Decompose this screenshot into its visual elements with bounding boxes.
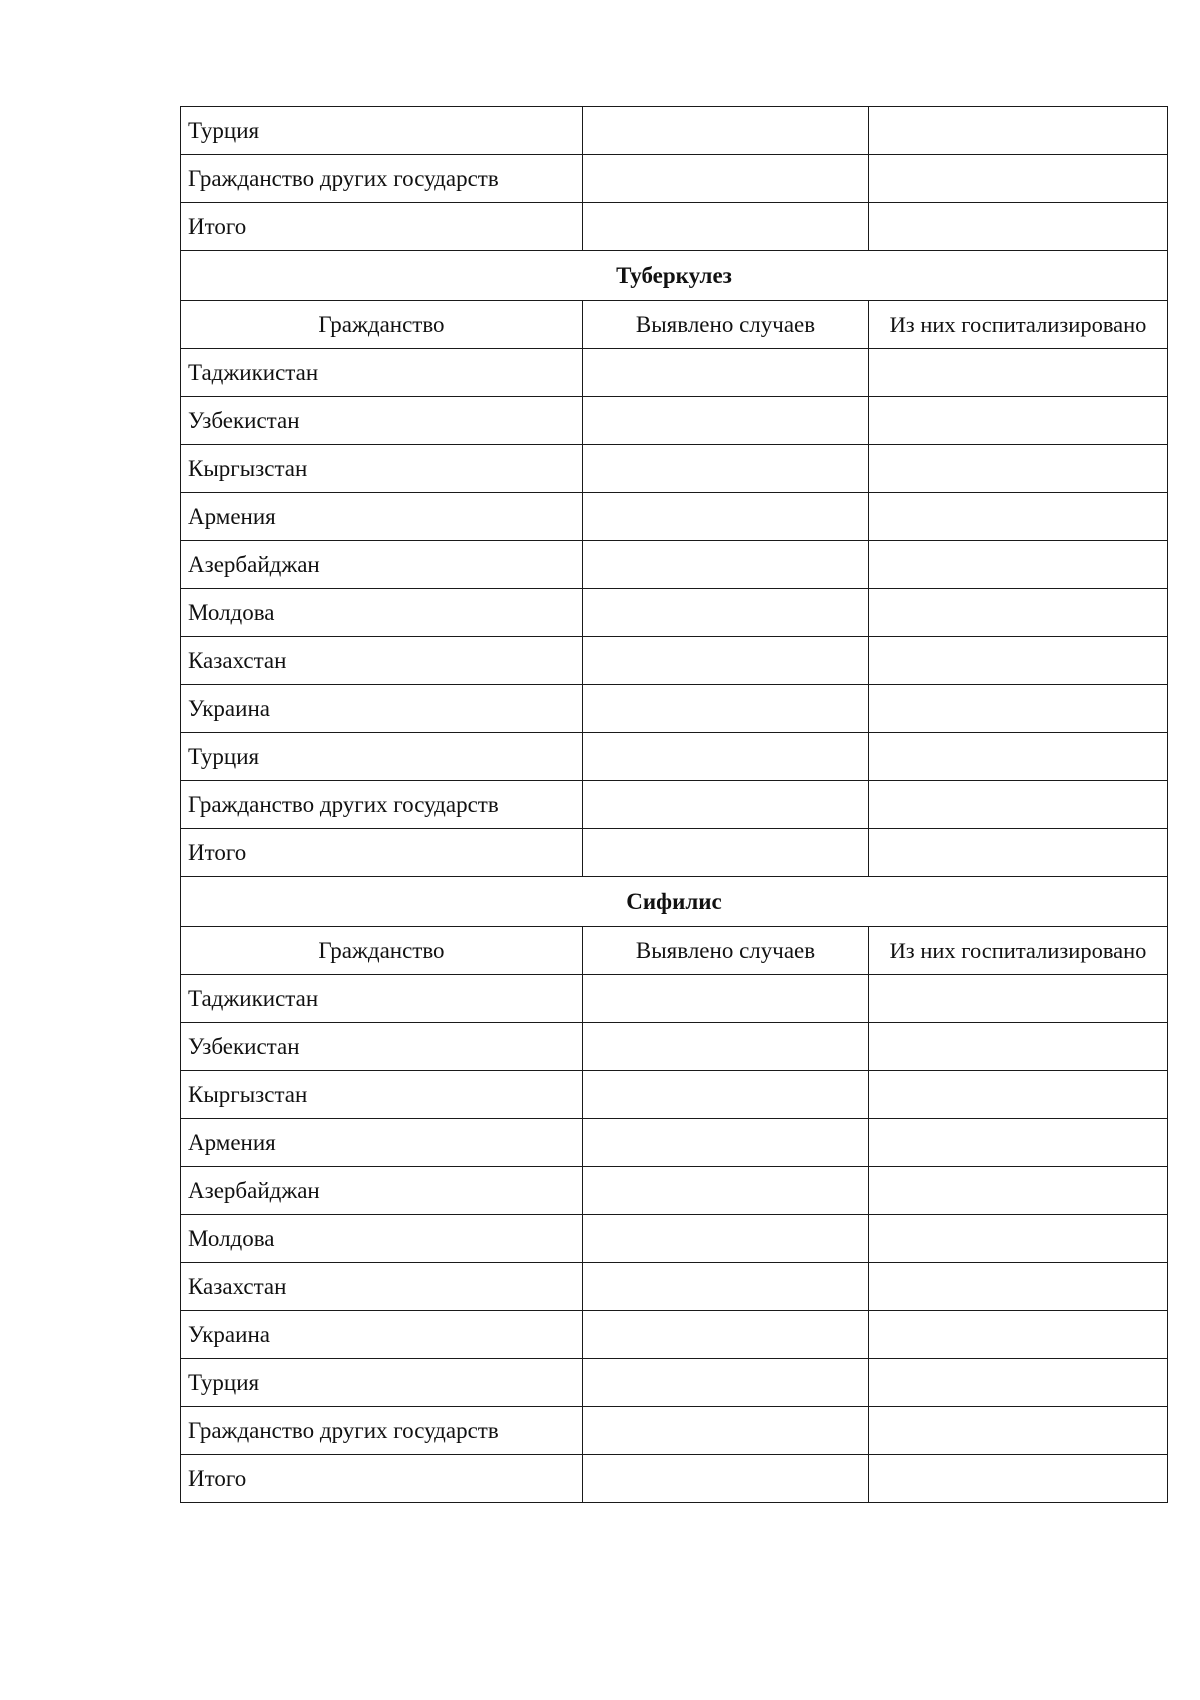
hospitalized-cell (869, 637, 1168, 685)
cases-cell (583, 1023, 869, 1071)
table-body (181, 107, 1168, 1503)
cases-cell (583, 1455, 869, 1503)
hospitalized-cell (869, 1311, 1168, 1359)
hospitalized-cell (869, 541, 1168, 589)
cases-cell (583, 349, 869, 397)
hospitalized-cell (869, 349, 1168, 397)
table-row (181, 493, 1168, 541)
hospitalized-cell (869, 155, 1168, 203)
hospitalized-cell (869, 1455, 1168, 1503)
table-row (181, 541, 1168, 589)
table-row (181, 1455, 1168, 1503)
hospitalized-cell (869, 733, 1168, 781)
citizenship-cell: Гражданство других государств (181, 155, 583, 203)
table-row (181, 1023, 1168, 1071)
hospitalized-cell (869, 445, 1168, 493)
citizenship-cell: Гражданство других государств (181, 781, 583, 829)
section-title: Сифилис (181, 877, 1168, 927)
citizenship-cell: Казахстан (181, 637, 583, 685)
header-citizenship: Гражданство (181, 927, 583, 975)
citizenship-cell: Итого (181, 1455, 583, 1503)
table-row (181, 733, 1168, 781)
hospitalized-cell (869, 829, 1168, 877)
cases-cell (583, 1215, 869, 1263)
cases-cell (583, 733, 869, 781)
hospitalized-cell (869, 589, 1168, 637)
hospitalized-cell (869, 493, 1168, 541)
hospitalized-cell (869, 781, 1168, 829)
hospitalized-cell (869, 1119, 1168, 1167)
citizenship-cell: Итого (181, 203, 583, 251)
table-row (181, 975, 1168, 1023)
cases-cell (583, 203, 869, 251)
hospitalized-cell (869, 107, 1168, 155)
table-row (181, 829, 1168, 877)
header-hospitalized: Из них госпитализировано (869, 927, 1168, 975)
table-row (181, 445, 1168, 493)
cases-cell (583, 397, 869, 445)
citizenship-cell: Турция (181, 107, 583, 155)
header-citizenship: Гражданство (181, 301, 583, 349)
citizenship-cell: Узбекистан (181, 1023, 583, 1071)
citizenship-cell: Турция (181, 1359, 583, 1407)
section-title-row (181, 877, 1168, 927)
hospitalized-cell (869, 1071, 1168, 1119)
cases-cell (583, 445, 869, 493)
cases-cell (583, 1359, 869, 1407)
cases-cell (583, 829, 869, 877)
cases-cell (583, 1263, 869, 1311)
header-cases: Выявлено случаев (583, 927, 869, 975)
header-cases: Выявлено случаев (583, 301, 869, 349)
citizenship-cell: Казахстан (181, 1263, 583, 1311)
citizenship-cell: Узбекистан (181, 397, 583, 445)
citizenship-cell: Таджикистан (181, 975, 583, 1023)
citizenship-cell: Турция (181, 733, 583, 781)
table-row (181, 397, 1168, 445)
table-row (181, 203, 1168, 251)
citizenship-cell: Украина (181, 685, 583, 733)
citizenship-cell: Таджикистан (181, 349, 583, 397)
section-title: Туберкулез (181, 251, 1168, 301)
citizenship-cell: Азербайджан (181, 1167, 583, 1215)
cases-cell (583, 107, 869, 155)
citizenship-cell: Гражданство других государств (181, 1407, 583, 1455)
table-row (181, 349, 1168, 397)
hospitalized-cell (869, 1407, 1168, 1455)
citizenship-cell: Армения (181, 493, 583, 541)
table-row (181, 155, 1168, 203)
hospitalized-cell (869, 1359, 1168, 1407)
header-hospitalized: Из них госпитализировано (869, 301, 1168, 349)
cases-cell (583, 1167, 869, 1215)
cases-cell (583, 1311, 869, 1359)
cases-cell (583, 493, 869, 541)
hospitalized-cell (869, 1215, 1168, 1263)
citizenship-table (180, 106, 1168, 1503)
table-row (181, 1167, 1168, 1215)
cases-cell (583, 1071, 869, 1119)
table-row (181, 1263, 1168, 1311)
hospitalized-cell (869, 685, 1168, 733)
hospitalized-cell (869, 1167, 1168, 1215)
table-row (181, 637, 1168, 685)
hospitalized-cell (869, 975, 1168, 1023)
citizenship-cell: Молдова (181, 1215, 583, 1263)
hospitalized-cell (869, 1263, 1168, 1311)
table-row (181, 1311, 1168, 1359)
hospitalized-cell (869, 1023, 1168, 1071)
cases-cell (583, 589, 869, 637)
table-row (181, 1071, 1168, 1119)
table-row (181, 1407, 1168, 1455)
cases-cell (583, 685, 869, 733)
table-row (181, 1215, 1168, 1263)
table-row (181, 1119, 1168, 1167)
citizenship-cell: Украина (181, 1311, 583, 1359)
cases-cell (583, 975, 869, 1023)
table-row (181, 685, 1168, 733)
citizenship-cell: Молдова (181, 589, 583, 637)
header-row (181, 927, 1168, 975)
cases-cell (583, 637, 869, 685)
hospitalized-cell (869, 397, 1168, 445)
cases-cell (583, 781, 869, 829)
citizenship-cell: Армения (181, 1119, 583, 1167)
cases-cell (583, 541, 869, 589)
table-row (181, 1359, 1168, 1407)
hospitalized-cell (869, 203, 1168, 251)
table-row (181, 781, 1168, 829)
citizenship-cell: Азербайджан (181, 541, 583, 589)
section-title-row (181, 251, 1168, 301)
cases-cell (583, 1119, 869, 1167)
table-row (181, 107, 1168, 155)
cases-cell (583, 1407, 869, 1455)
citizenship-cell: Кыргызстан (181, 1071, 583, 1119)
citizenship-cell: Кыргызстан (181, 445, 583, 493)
table-row (181, 589, 1168, 637)
cases-cell (583, 155, 869, 203)
header-row (181, 301, 1168, 349)
citizenship-cell: Итого (181, 829, 583, 877)
